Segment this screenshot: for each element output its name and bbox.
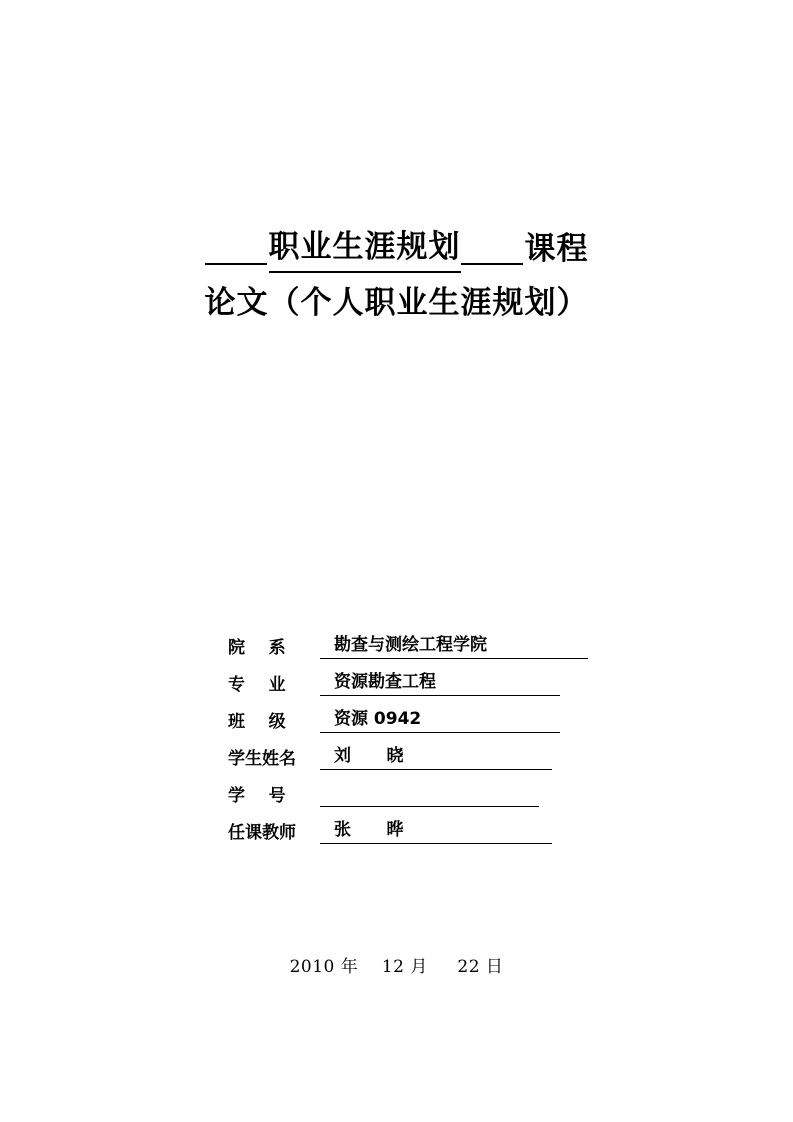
field-row-student-name: [228, 733, 588, 770]
title-line-subject: [0, 225, 793, 273]
field-row-major: [228, 659, 588, 696]
field-value-student-id: [320, 784, 539, 807]
title-block: [0, 225, 793, 327]
field-value-class: 资源 0942: [320, 708, 560, 733]
field-value-department: 勘查与测绘工程学院: [320, 634, 588, 659]
field-value-teacher: 张 晔: [320, 819, 552, 844]
title-line-paper: 论文（个人职业生涯规划）: [204, 285, 589, 321]
field-value-student-name: 刘 晓: [320, 745, 552, 770]
course-subject-text: 职业生涯规划: [269, 225, 461, 273]
field-label-student-id: 学 号: [228, 786, 286, 806]
field-label-department: 院 系: [228, 638, 286, 658]
info-fields: [228, 622, 588, 844]
field-label-class: 班 级: [228, 712, 286, 732]
field-row-department: [228, 622, 588, 659]
field-label-teacher: 任课教师: [228, 823, 296, 843]
field-row-class: [228, 696, 588, 733]
date-line: 2010 年 12 月 22 日: [289, 957, 504, 977]
title-underline-tail: [461, 233, 523, 265]
field-row-teacher: [228, 807, 588, 844]
field-label-major: 专 业: [228, 675, 286, 695]
field-row-student-id: [228, 770, 588, 807]
field-value-major: 资源勘查工程: [320, 671, 560, 696]
title-underline-lead: [205, 233, 267, 265]
course-word-text: 课程: [524, 231, 589, 267]
field-label-student-name: 学生姓名: [228, 749, 296, 769]
